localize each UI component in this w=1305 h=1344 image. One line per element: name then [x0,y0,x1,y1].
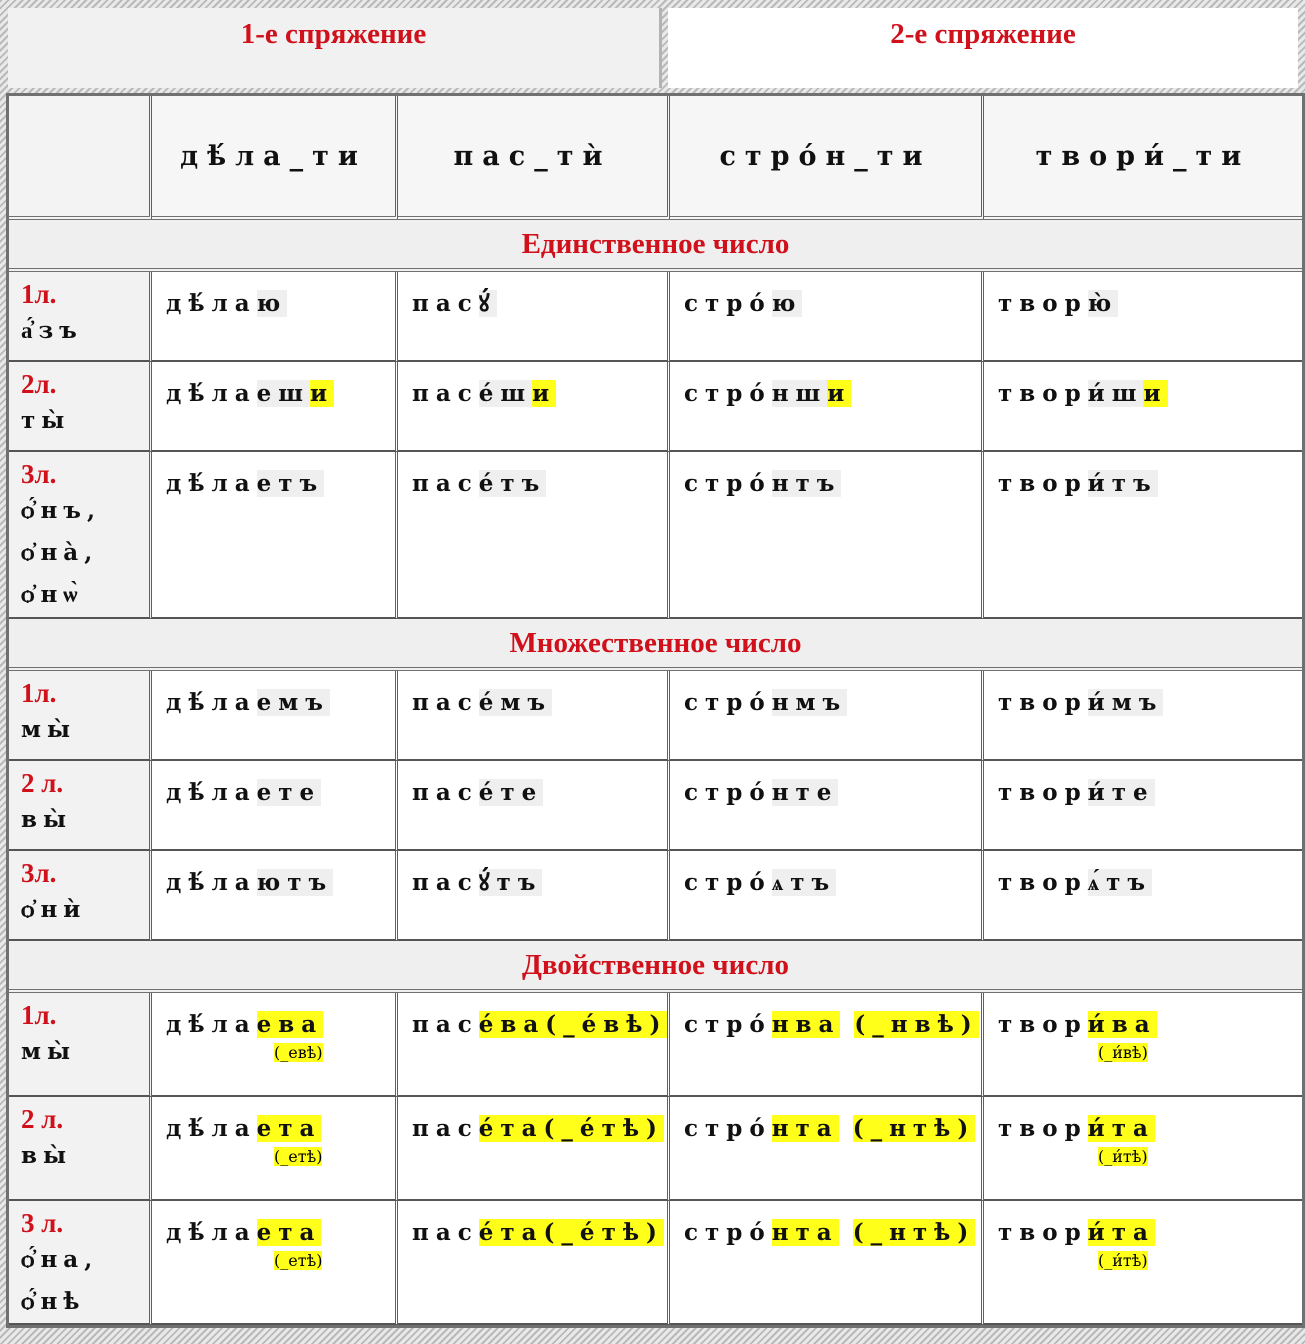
verb-stem: стро́ [684,869,772,896]
verb-ending: и́мъ [1087,689,1164,716]
table-row [9,671,1302,761]
verb-ending: нш [771,380,828,407]
pronoun: ѻ҆нѡ̀ [21,581,84,608]
verb-stem: стро́ [684,470,772,497]
verb-stem: стро́ [684,290,772,317]
highlighted-ending: е́та [478,1115,544,1142]
dual-alt-ending: (_и́вѣ) [1098,1043,1148,1062]
verb-form-cell [398,761,670,851]
highlighted-ending: нта [771,1219,839,1246]
verb-header-row [9,96,1302,220]
pronoun: ѻ҆́нъ, [21,497,101,524]
pronoun: ѻ҆́нѣ [21,1288,86,1315]
table-row [9,272,1302,362]
verb-ending: нте [771,779,839,806]
verb-stem: стро́ [684,1115,772,1142]
verb-ending: и́ш [1087,380,1144,407]
verb-form-cell [670,362,984,452]
verb-ending: ю̀ [1087,290,1119,317]
person-cell [9,1097,152,1201]
person-cell [9,452,152,619]
highlighted-ending: нва [771,1011,841,1038]
person-cell [9,362,152,452]
pronoun: ѻ҆на̀, [21,539,99,566]
verb-ending: ете [256,779,322,806]
verb-form [412,865,667,901]
verb-ending: е́мъ [478,689,553,716]
verb-stem: пас [412,290,479,317]
verb-form [684,775,981,811]
person-cell [9,993,152,1097]
verb-form [166,1007,395,1043]
verb-stem: твор [998,470,1088,497]
first-conjugation-header: 1-е спряжение [8,8,662,88]
verb-form [684,376,981,412]
verb-stem: пас [412,1115,479,1142]
highlighted-ending: е́ва [478,1011,546,1038]
verb-form [684,466,981,502]
verb-stem: дѣ́ла [166,689,257,716]
verb-stem: твор [998,290,1088,317]
alt-ending-line [998,1147,1302,1166]
verb-form-cell [152,272,398,362]
table-row [9,452,1302,619]
verb-stem: пас [412,869,479,896]
verb-form-cell [670,993,984,1097]
verb-form [412,1007,667,1043]
dual-alt-ending: (_нтѣ) [852,1115,976,1142]
verb-stem: твор [998,689,1088,716]
pronoun: ты̀ [21,407,71,434]
verb-stem: твор [998,380,1088,407]
pronoun: вы̀ [21,806,73,833]
verb-form-cell [152,1097,398,1201]
person-label: 1л. [21,1000,57,1030]
verb-form [166,865,395,901]
person-cell [9,671,152,761]
verb-header: твори́_ти [984,96,1302,220]
person-cell [9,272,152,362]
verb-stem: дѣ́ла [166,470,257,497]
verb-ending: ꙋ́тъ [478,869,543,896]
verb-form-cell [670,671,984,761]
alt-ending-line [166,1251,395,1270]
verb-form [684,685,981,721]
table-row [9,993,1302,1097]
verb-stem: пас [412,1011,479,1038]
verb-stem: стро́ [684,380,772,407]
person-cell [9,1201,152,1325]
dual-alt-ending: (_етѣ) [274,1147,323,1166]
verb-form-cell [152,993,398,1097]
verb-form-cell [670,1097,984,1201]
verb-form [998,376,1302,412]
verb-stem: пас [412,689,479,716]
verb-ending: ютъ [256,869,334,896]
verb-form-cell [670,1201,984,1325]
verb-header: стро́н_ти [670,96,984,220]
verb-ending: ѧ́тъ [1087,869,1153,896]
verb-ending: и́те [1087,779,1155,806]
pronoun: мы̀ [21,1038,77,1065]
verb-form-cell [152,452,398,619]
verb-form [412,1215,667,1251]
verb-form-cell [152,671,398,761]
verb-form-cell [984,1097,1302,1201]
verb-form-cell [984,993,1302,1097]
verb-form-cell [152,761,398,851]
table-row [9,362,1302,452]
verb-ending: ю [256,290,288,317]
verb-form [412,1111,667,1147]
verb-stem: пас [412,470,479,497]
person-label: 2л. [21,369,57,399]
dual-alt-ending: (_евѣ) [274,1043,323,1062]
person-label: 2 л. [21,1104,64,1134]
verb-form [412,685,667,721]
verb-form [166,286,395,322]
dual-alt-ending: (_е́вѣ) [545,1011,668,1038]
verb-stem: стро́ [684,1219,772,1246]
verb-form-cell [398,851,670,941]
verb-stem: дѣ́ла [166,779,257,806]
verb-form-cell [984,362,1302,452]
verb-form-cell [670,851,984,941]
verb-stem: стро́ [684,1011,772,1038]
verb-form [166,376,395,412]
person-label: 2 л. [21,768,64,798]
verb-form-cell [398,993,670,1097]
verb-form-cell [984,272,1302,362]
verb-stem: пас [412,380,479,407]
verb-form-cell [398,1201,670,1325]
verb-stem: дѣ́ла [166,869,257,896]
verb-form-cell [670,452,984,619]
person-label: 3 л. [21,1208,64,1238]
verb-form-cell [398,362,670,452]
section-plural: Множественное число [9,619,1302,671]
verb-form [684,1215,981,1251]
highlighted-ending: и́та [1087,1219,1155,1246]
verb-stem: твор [998,869,1088,896]
verb-ending: и́тъ [1087,470,1158,497]
verb-ending: ю [771,290,803,317]
verb-form-cell [984,851,1302,941]
verb-form [412,775,667,811]
dual-alt-ending: (_етѣ) [274,1251,323,1270]
verb-ending: ꙋ́ [478,290,497,317]
verb-form-cell [984,1201,1302,1325]
verb-stem: дѣ́ла [166,290,257,317]
verb-form [998,1215,1302,1251]
verb-form [166,1215,395,1251]
highlighted-ending: е́та [478,1219,544,1246]
verb-stem: дѣ́ла [166,1011,257,1038]
highlighted-ending: ева [256,1011,324,1038]
dual-alt-ending: (_нвѣ) [854,1011,979,1038]
verb-form-cell [398,1097,670,1201]
verb-form [998,286,1302,322]
verb-form-cell [984,452,1302,619]
highlighted-ending: и [532,380,557,407]
table-row [9,1201,1302,1325]
table-row [9,851,1302,941]
pronoun: ѻ҆нѝ [21,896,87,923]
verb-stem: твор [998,779,1088,806]
verb-stem: дѣ́ла [166,1219,257,1246]
verb-form-cell [984,761,1302,851]
verb-header: дѣ́ла_ти [152,96,398,220]
verb-form [412,466,667,502]
verb-form [684,1007,981,1043]
verb-form-cell [670,272,984,362]
verb-form-cell [398,272,670,362]
verb-stem: твор [998,1011,1088,1038]
verb-form [998,685,1302,721]
dual-alt-ending: (_е́тѣ) [543,1115,664,1142]
verb-stem: твор [998,1115,1088,1142]
table-row [9,1097,1302,1201]
person-label: 3л. [21,858,57,888]
highlighted-ending: ета [256,1115,322,1142]
dual-alt-ending: (_и́тѣ) [1098,1251,1148,1270]
conjugation-table [6,93,1305,1328]
verb-form [684,865,981,901]
pronoun: мы̀ [21,716,77,743]
highlighted-ending: нта [771,1115,839,1142]
person-cell [9,851,152,941]
verb-ending: е́те [478,779,544,806]
highlighted-ending: и [1143,380,1168,407]
verb-form [166,685,395,721]
dual-alt-ending: (_и́тѣ) [1098,1147,1148,1166]
verb-ending: етъ [256,470,325,497]
dual-alt-ending: (_нтѣ) [852,1219,976,1246]
verb-ending: нтъ [771,470,842,497]
person-label: 1л. [21,279,57,309]
verb-form-cell [152,362,398,452]
table-row [9,761,1302,851]
alt-ending-line [166,1043,395,1062]
verb-ending: нмъ [771,689,848,716]
verb-form [412,286,667,322]
verb-header: пас_тѝ [398,96,670,220]
verb-stem: стро́ [684,779,772,806]
alt-ending-line [166,1147,395,1166]
alt-ending-line [998,1043,1302,1062]
verb-form-cell [670,761,984,851]
second-conjugation-header: 2-е спряжение [668,8,1298,88]
verb-ending: ѧтъ [771,869,837,896]
verb-form [166,775,395,811]
verb-stem: стро́ [684,689,772,716]
section-dual: Двойственное число [9,941,1302,993]
person-label: 3л. [21,459,57,489]
verb-ending: е́ш [478,380,533,407]
verb-stem: твор [998,1219,1088,1246]
verb-form [166,466,395,502]
pronoun: ѻ҆́на, [21,1246,99,1273]
highlighted-ending: и [309,380,335,407]
verb-form [684,1111,981,1147]
verb-ending: еш [256,380,310,407]
verb-form-cell [398,671,670,761]
person-label: 1л. [21,678,57,708]
verb-form [166,1111,395,1147]
verb-form-cell [984,671,1302,761]
verb-form [412,376,667,412]
verb-form-cell [152,851,398,941]
verb-form [998,1007,1302,1043]
verb-stem: дѣ́ла [166,380,257,407]
verb-ending: емъ [256,689,330,716]
verb-form-cell [398,452,670,619]
verb-form [684,286,981,322]
verb-stem: пас [412,1219,479,1246]
corner-cell [9,96,152,220]
dual-alt-ending: (_е́тѣ) [543,1219,664,1246]
section-singular: Единственное число [9,220,1302,272]
verb-stem: пас [412,779,479,806]
pronoun: а҆́зъ [21,317,83,344]
person-cell [9,761,152,851]
verb-form [998,1111,1302,1147]
alt-ending-line [998,1251,1302,1270]
highlighted-ending: и [827,380,852,407]
verb-stem: дѣ́ла [166,1115,257,1142]
pronoun: вы̀ [21,1142,73,1169]
verb-ending: е́тъ [478,470,547,497]
verb-form-cell [152,1201,398,1325]
verb-form [998,466,1302,502]
highlighted-ending: и́ва [1087,1011,1157,1038]
highlighted-ending: и́та [1087,1115,1155,1142]
verb-form [998,865,1302,901]
highlighted-ending: ета [256,1219,322,1246]
verb-form [998,775,1302,811]
